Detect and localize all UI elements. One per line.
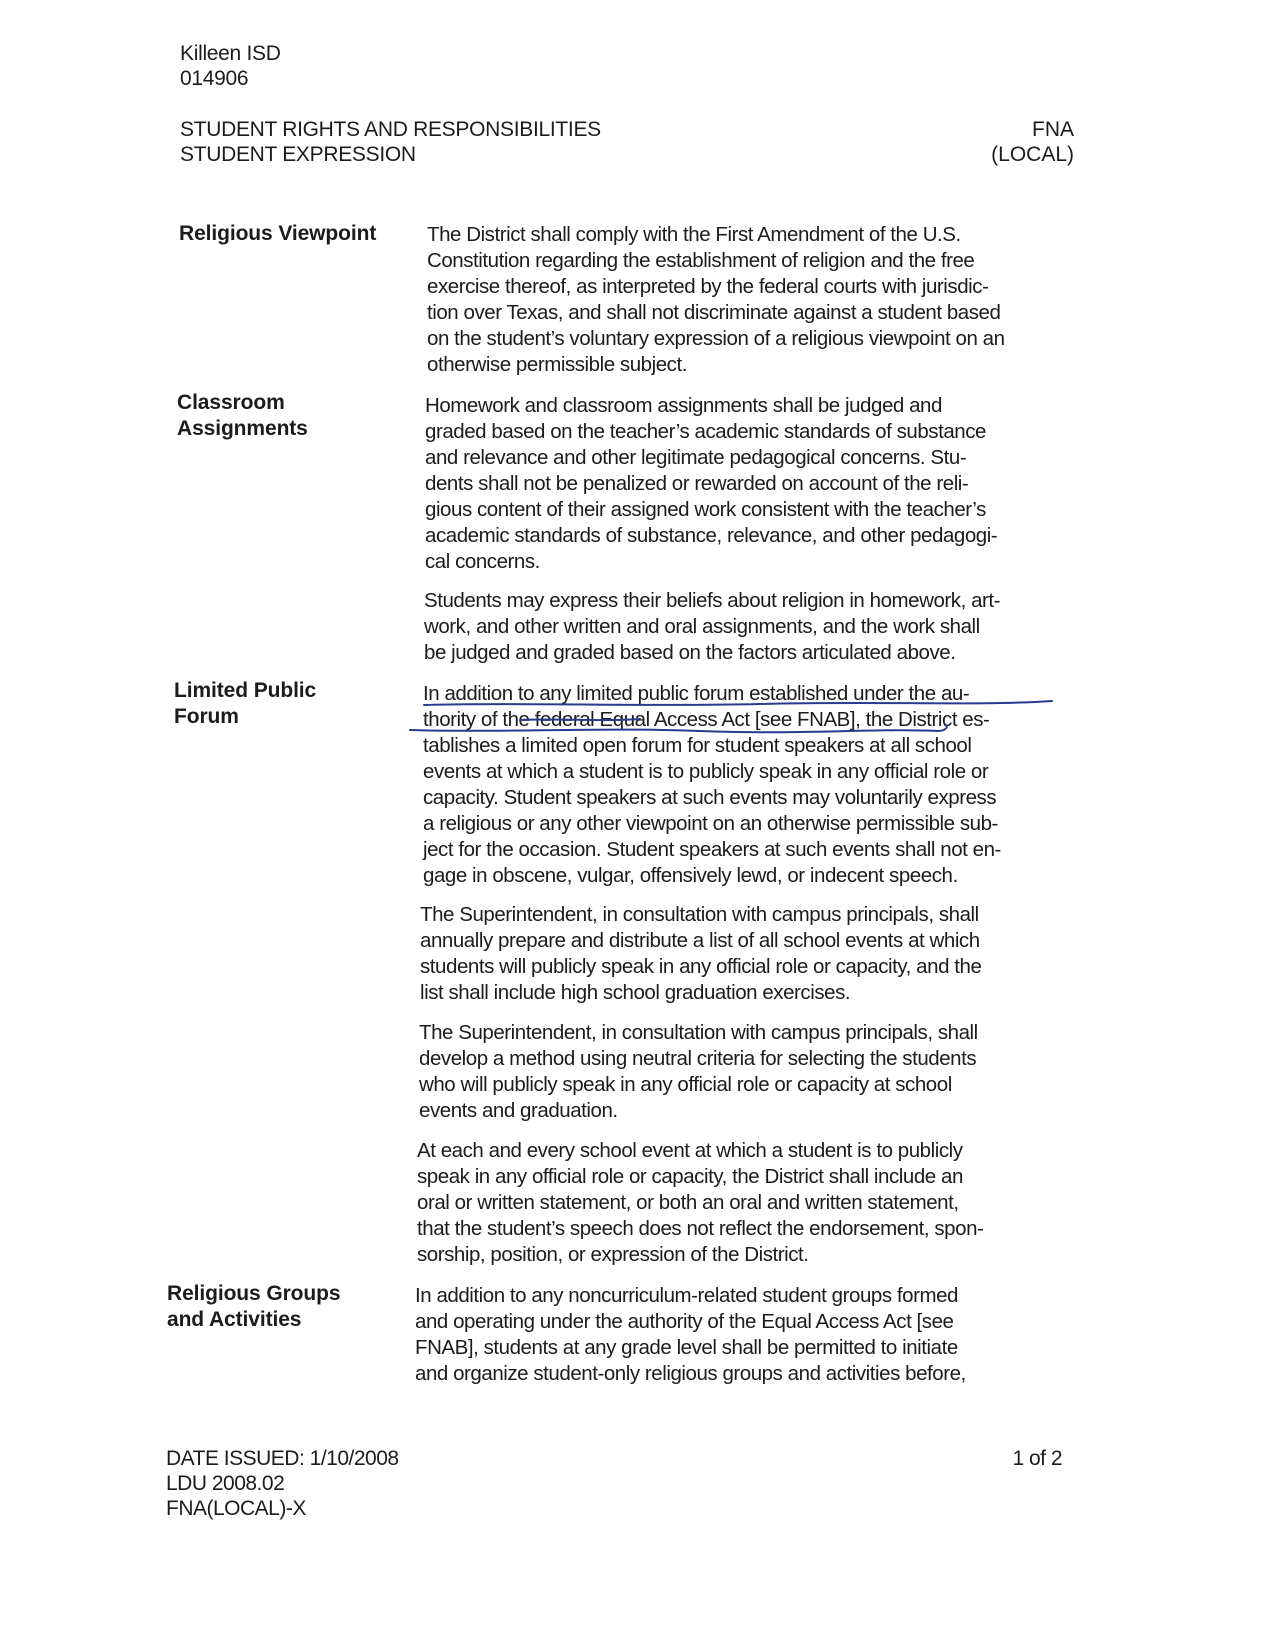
text-line: tion over Texas, and shall not discriminate against a student based [427,301,1001,324]
district-code: 014906 [180,67,249,90]
text-line: tablishes a limited open forum for student speakers at all school [423,734,972,757]
text-line: The Superintendent, in consultation with campus principals, shall [420,903,979,926]
text-line: otherwise permissible subject. [427,353,687,376]
text-line: develop a method using neutral criteria for selecting the students [419,1047,977,1070]
text-line: work, and other written and oral assignments, and the work shall [424,615,980,638]
text-line: students will publicly speak in any official role or capacity, and the [420,955,982,978]
text-line: ject for the occasion. Student speakers at such events shall not en- [423,838,1001,861]
text-line: academic standards of substance, relevance, and other pedagogi- [425,524,998,547]
heading-line: and Activities [167,1308,302,1331]
text-line: The District shall comply with the First Amendment of the U.S. [427,223,961,246]
text-line: and relevance and other legitimate pedagogical concerns. Stu- [425,446,967,469]
date-issued: DATE ISSUED: 1/10/2008 [166,1447,399,1470]
heading-line: Assignments [177,417,308,440]
text-line: gage in obscene, vulgar, offensively lewd, or indecent speech. [423,864,958,887]
section-heading-religious-viewpoint [179,221,409,247]
text-line: sorship, position, or expression of the District. [417,1243,809,1266]
paragraph-classroom-assignments-1 [425,393,1090,575]
heading-line: Limited Public [174,679,317,702]
text-line: events at which a student is to publicly speak in any official role or [423,760,989,783]
paragraph-classroom-assignments-2 [424,588,1089,666]
paragraph-limited-public-forum-1 [423,681,1088,889]
policy-title-line1: STUDENT RIGHTS AND RESPONSIBILITIES [180,118,601,141]
policy-title-line2: STUDENT EXPRESSION [180,143,416,166]
paragraph-limited-public-forum-4 [417,1138,1082,1268]
district-name: Killeen ISD [180,42,281,65]
section-heading-limited-public-forum [174,678,404,730]
text-line: gious content of their assigned work consistent with the teacher’s [425,498,986,521]
text-line: exercise thereof, as interpreted by the federal courts with jurisdic- [427,275,989,298]
policy-type: (LOCAL) [991,143,1074,166]
heading-line: Religious Viewpoint [179,222,377,245]
heading-line: Classroom [177,391,285,414]
text-line: FNAB], students at any grade level shall be permitted to initiate [415,1336,958,1359]
text-line: Constitution regarding the establishment of religion and the free [427,249,975,272]
text-line: At each and every school event at which a student is to publicly [417,1139,963,1162]
text-line: and organize student-only religious groups and activities before, [415,1362,966,1385]
text-line: In addition to any noncurriculum-related student groups formed [415,1284,959,1307]
text-line: on the student’s voluntary expression of a religious viewpoint on an [427,327,1005,350]
text-line: and operating under the authority of the Equal Access Act [see [415,1310,954,1333]
text-line: who will publicly speak in any official role or capacity at school [419,1073,952,1096]
text-line: capacity. Student speakers at such events may voluntarily express [423,786,997,809]
text-line: list shall include high school graduation exercises. [420,981,851,1004]
policy-reference: FNA(LOCAL)-X [166,1497,306,1520]
text-line: graded based on the teacher’s academic standards of substance [425,420,986,443]
text-line: a religious or any other viewpoint on an otherwise permissible sub- [423,812,998,835]
text-line: Students may express their beliefs about religion in homework, art- [424,589,1001,612]
text-line: oral or written statement, or both an oral and written statement, [417,1191,959,1214]
text-line: annually prepare and distribute a list of all school events at which [420,929,980,952]
paragraph-religious-viewpoint [427,222,1092,378]
text-line: In addition to any limited public forum established under the au- [423,682,970,705]
text-line: speak in any official role or capacity, the District shall include an [417,1165,963,1188]
section-heading-classroom-assignments [177,390,407,442]
text-line: The Superintendent, in consultation with campus principals, shall [419,1021,978,1044]
text-line: cal concerns. [425,550,540,573]
paragraph-religious-groups [415,1283,1080,1387]
text-line: thority of the federal Equal Access Act [see FNAB], the District es- [423,708,990,731]
text-line: be judged and graded based on the factors articulated above. [424,641,956,664]
heading-line: Forum [174,705,239,728]
policy-code: FNA [1032,118,1074,141]
text-line: that the student’s speech does not reflect the endorsement, spon- [417,1217,984,1240]
paragraph-limited-public-forum-2 [420,902,1085,1006]
paragraph-limited-public-forum-3 [419,1020,1084,1124]
text-line: dents shall not be penalized or rewarded on account of the reli- [425,472,969,495]
text-line: events and graduation. [419,1099,618,1122]
ldu-number: LDU 2008.02 [166,1472,285,1495]
page-number: 1 of 2 [1012,1447,1062,1470]
heading-line: Religious Groups [167,1282,341,1305]
text-line: Homework and classroom assignments shall be judged and [425,394,942,417]
section-heading-religious-groups [167,1281,397,1333]
